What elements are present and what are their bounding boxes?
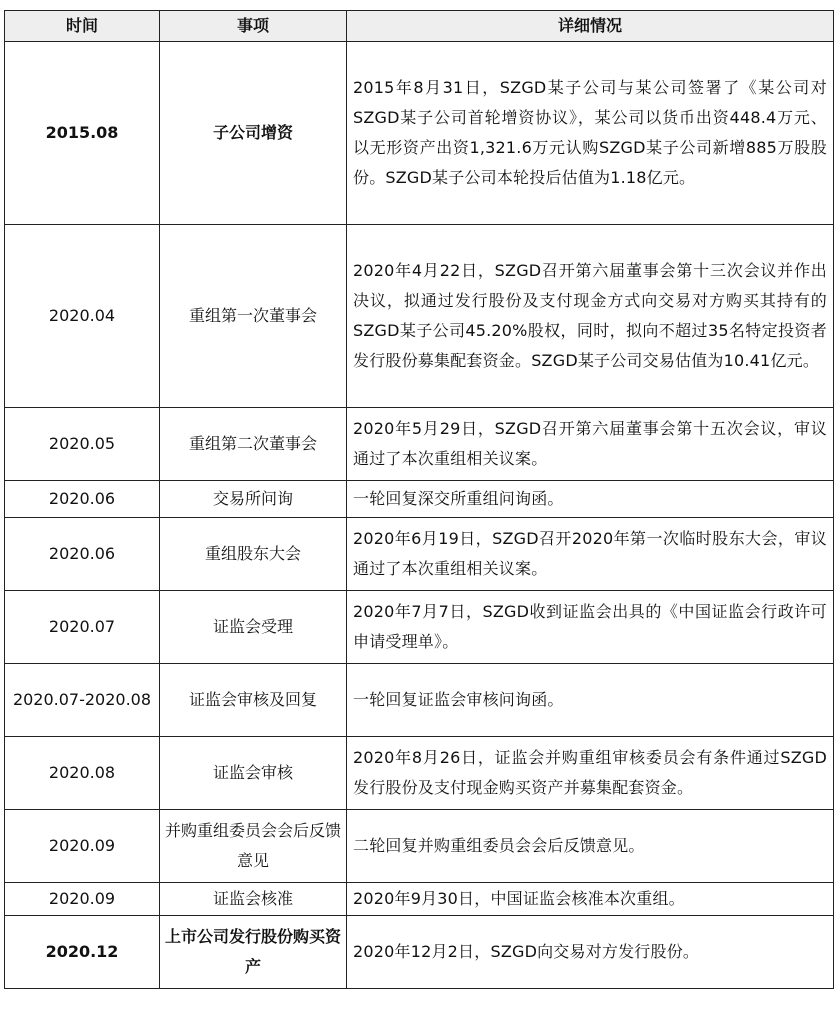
row-time: 2020.09 [5, 883, 160, 916]
row-time: 2020.06 [5, 481, 160, 518]
row-event: 上市公司发行股份购买资产 [160, 916, 347, 989]
row-time: 2020.07-2020.08 [5, 664, 160, 737]
row-time: 2020.08 [5, 737, 160, 810]
row-event: 重组股东大会 [160, 518, 347, 591]
header-time: 时间 [5, 11, 160, 42]
row-detail: 2020年6月19日，SZGD召开2020年第一次临时股东大会，审议通过了本次重组相关议案。 [347, 518, 834, 591]
row-time: 2020.12 [5, 916, 160, 989]
row-detail: 2015年8月31日，SZGD某子公司与某公司签署了《某公司对SZGD某子公司首轮增资协议》，某公司以货币出资448.4万元、以无形资产出资1,321.6万元认购SZGD某子公司新增885万股股份。SZGD某子公司本轮投后估值为1.18亿元。 [347, 42, 834, 225]
row-event: 证监会审核 [160, 737, 347, 810]
header-detail: 详细情况 [347, 11, 834, 42]
row-detail: 2020年4月22日，SZGD召开第六届董事会第十三次会议并作出决议，拟通过发行股份及支付现金方式向交易对方购买其持有的SZGD某子公司45.20%股权，同时，拟向不超过35名特定投资者发行股份募集配套资金。SZGD某子公司交易估值为10.41亿元。 [347, 225, 834, 408]
table-row [5, 42, 834, 225]
row-time: 2020.04 [5, 225, 160, 408]
row-event: 交易所问询 [160, 481, 347, 518]
row-detail: 2020年8月26日，证监会并购重组审核委员会有条件通过SZGD发行股份及支付现金购买资产并募集配套资金。 [347, 737, 834, 810]
row-event: 证监会核准 [160, 883, 347, 916]
table-row [5, 916, 834, 989]
table-row [5, 408, 834, 481]
table-row [5, 518, 834, 591]
row-time: 2020.09 [5, 810, 160, 883]
row-detail: 2020年9月30日，中国证监会核准本次重组。 [347, 883, 834, 916]
row-time: 2020.05 [5, 408, 160, 481]
row-detail: 一轮回复证监会审核问询函。 [347, 664, 834, 737]
row-event: 证监会审核及回复 [160, 664, 347, 737]
row-event: 重组第一次董事会 [160, 225, 347, 408]
row-detail: 二轮回复并购重组委员会会后反馈意见。 [347, 810, 834, 883]
row-event: 子公司增资 [160, 42, 347, 225]
row-event: 证监会受理 [160, 591, 347, 664]
header-row [5, 11, 834, 42]
row-time: 2020.06 [5, 518, 160, 591]
table-row [5, 481, 834, 518]
row-time: 2020.07 [5, 591, 160, 664]
row-detail: 2020年5月29日，SZGD召开第六届董事会第十五次会议，审议通过了本次重组相关议案。 [347, 408, 834, 481]
row-detail: 2020年7月7日，SZGD收到证监会出具的《中国证监会行政许可申请受理单》。 [347, 591, 834, 664]
row-detail: 一轮回复深交所重组问询函。 [347, 481, 834, 518]
table-row [5, 664, 834, 737]
table-row [5, 883, 834, 916]
row-detail: 2020年12月2日，SZGD向交易对方发行股份。 [347, 916, 834, 989]
row-event: 并购重组委员会会后反馈意见 [160, 810, 347, 883]
table-row [5, 737, 834, 810]
header-event: 事项 [160, 11, 347, 42]
table-row [5, 225, 834, 408]
table-row [5, 810, 834, 883]
row-event: 重组第二次董事会 [160, 408, 347, 481]
row-time: 2015.08 [5, 42, 160, 225]
timeline-table [4, 10, 834, 989]
table-row [5, 591, 834, 664]
